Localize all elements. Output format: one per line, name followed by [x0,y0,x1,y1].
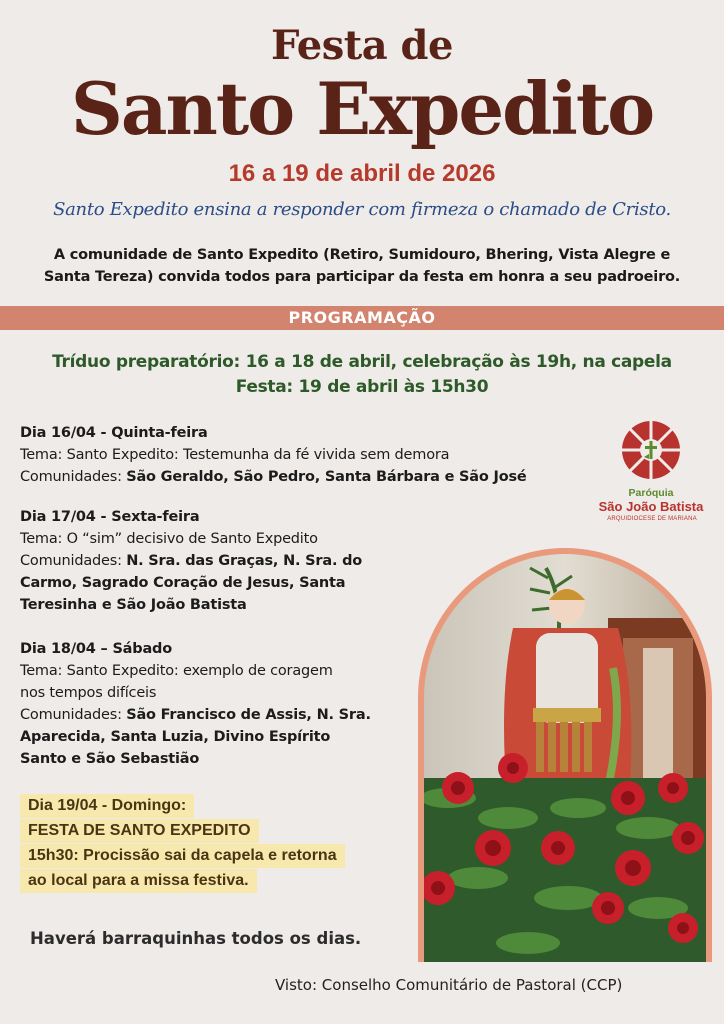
comunidades-label: Comunidades: [20,707,127,723]
logo-paroquia: Paróquia [628,487,674,499]
title-line-2: Santo Expedito [70,66,654,151]
day-comunidades [20,466,600,488]
barraquinhas-note: Haverá barraquinhas todos os dias. [30,929,362,948]
comunidades-label: Comunidades: [20,553,127,569]
event-dates: 16 a 19 de abril de 2026 [228,160,496,187]
day-heading: Dia 18/04 – Sábado [20,641,172,657]
day-comunidades-cont [20,726,400,748]
day-heading: Dia 17/04 - Sexta-feira [20,509,200,525]
comunidades-list-2: Carmo, Sagrado Coração de Jesus, Santa [20,575,346,591]
sunday-line-1: Dia 19/04 - Domingo: [20,794,194,818]
day-heading: Dia 16/04 - Quinta-feira [20,425,208,441]
comunidades-list-2: Aparecida, Santa Luzia, Divino Espírito [20,729,331,745]
day-tema: Tema: O “sim” decisivo de Santo Expedito [20,531,318,547]
programacao-label: PROGRAMAÇÃO [288,308,436,327]
day-tema-cont: nos tempos difíceis [20,685,157,701]
day-comunidades [20,550,380,572]
logo-archdiocese: ARQUIDIOCESE DE MARIANA [607,516,697,522]
logo-parish-name: São João Batista [598,499,704,514]
triduo-line-2: Festa: 19 de abril às 15h30 [235,377,489,397]
sunday-line-2: FESTA DE SANTO EXPEDITO [20,819,259,843]
sunday-line-3: 15h30: Procissão sai da capela e retorna [20,844,345,868]
triduo-line-1: Tríduo preparatório: 16 a 18 de abril, celebração às 19h, na capela [52,352,672,372]
comunidades-list: São Geraldo, São Pedro, Santa Bárbara e São José [126,469,527,485]
comunidades-list-3: Teresinha e São João Batista [20,597,247,613]
motto: Santo Expedito ensina a responder com firmeza o chamado de Cristo. [53,199,671,220]
intro-text [14,244,710,288]
day-18-block [20,638,400,770]
day-17-block [20,506,380,616]
comunidades-list: São Francisco de Assis, N. Sra. [126,707,371,723]
intro-line-2: Santa Tereza) convida todos para participar da festa em honra a seu padroeiro. [43,269,681,285]
visto-note: Visto: Conselho Comunitário de Pastoral (CCP) [275,976,623,994]
saint-statue-with-roses-image [418,548,712,962]
title-line-1: Festa de [271,22,453,69]
day-comunidades-cont [20,594,380,616]
day-tema: Tema: Santo Expedito: Testemunha da fé vivida sem demora [20,447,450,463]
sunday-line-4: ao local para a missa festiva. [20,869,257,893]
day-comunidades-cont [20,748,400,770]
day-16-block [20,422,600,488]
day-comunidades-cont [20,572,380,594]
day-comunidades [20,704,400,726]
intro-line-1: A comunidade de Santo Expedito (Retiro, Sumidouro, Bhering, Vista Alegre e [53,247,671,263]
comunidades-list-3: Santo e São Sebastião [20,751,200,767]
day-tema: Tema: Santo Expedito: exemplo de coragem [20,663,333,679]
sunday-highlight [20,794,402,904]
triduo-info [0,350,724,400]
comunidades-list: N. Sra. das Graças, N. Sra. do [126,553,363,569]
comunidades-label: Comunidades: [20,469,127,485]
